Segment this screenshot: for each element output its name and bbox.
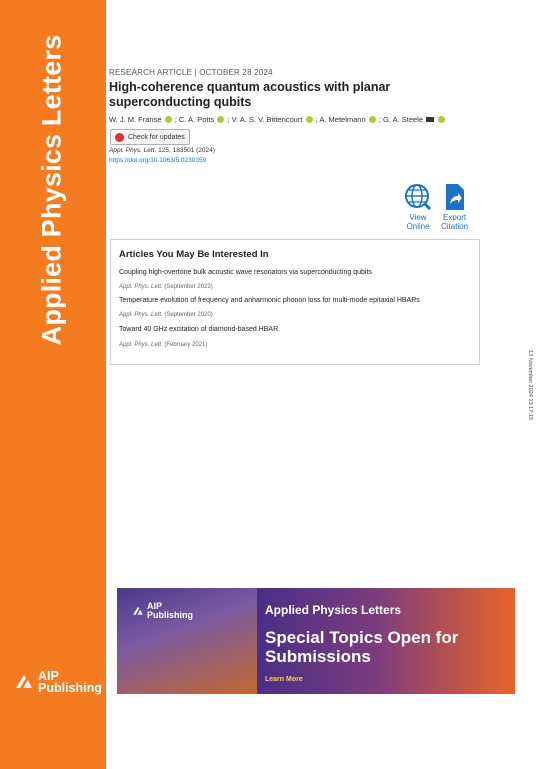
author-list: W. J. M. Franse ; C. A. Potts ; V. A. S. V. Bittencourt ; A. Metelmann ; G. A. Steele	[109, 115, 446, 124]
related-article-meta	[119, 342, 207, 348]
view-label-line2: Online	[406, 222, 430, 231]
view-online-button[interactable]	[404, 183, 432, 231]
banner-aip-logo	[132, 602, 197, 620]
article-title: High-coherence quantum acoustics with planar superconducting qubits	[109, 80, 391, 109]
article-meta: RESEARCH ARTICLE | OCTOBER 28 2024	[109, 68, 273, 77]
globe-icon	[404, 183, 432, 211]
related-date: (September 2023)	[162, 284, 213, 290]
journal-sidebar	[0, 0, 106, 769]
author-name[interactable]: A. Metelmann	[319, 115, 366, 124]
crossmark-icon	[115, 133, 124, 142]
export-label-line1: Export	[443, 213, 467, 222]
citation-details: 125, 183501 (2024)	[156, 147, 215, 154]
aip-logo-icon	[14, 672, 34, 692]
view-label-line1: View	[409, 213, 427, 222]
related-article-meta	[119, 284, 213, 290]
orcid-icon[interactable]	[306, 116, 313, 123]
learn-more-link[interactable]: Learn More	[265, 676, 303, 683]
banner-headline: Special Topics Open for Submissions	[265, 628, 459, 666]
orcid-icon[interactable]	[438, 116, 445, 123]
related-article-link[interactable]: Coupling high-overtone bulk acoustic wave resonators via superconducting qubits	[119, 269, 372, 276]
aip-logo-icon	[132, 605, 144, 617]
email-icon[interactable]	[426, 117, 434, 122]
banner-journal-name: Applied Physics Letters	[265, 603, 402, 617]
export-label-line2: Citation	[441, 222, 469, 231]
journal-title-vertical: Applied Physics Letters	[36, 34, 67, 346]
aip-logo-text: AIP Publishing	[38, 669, 102, 695]
related-articles-heading: Articles You May Be Interested In	[119, 249, 269, 260]
journal-ad-banner[interactable]	[117, 588, 515, 694]
author-name[interactable]: G. A. Steele	[383, 115, 424, 124]
author-name[interactable]: C. A. Potts	[178, 115, 215, 124]
export-citation-button[interactable]	[441, 183, 468, 231]
author-name[interactable]: W. J. M. Franse	[109, 115, 162, 124]
related-journal: Appl. Phys. Lett.	[119, 342, 163, 348]
aip-publishing-logo[interactable]	[14, 670, 102, 694]
export-icon	[443, 183, 467, 211]
citation	[109, 147, 215, 154]
related-journal: Appl. Phys. Lett.	[119, 312, 163, 318]
download-timestamp: 13 November 2024 13:17:13	[527, 350, 533, 420]
orcid-icon[interactable]	[369, 116, 376, 123]
citation-journal: Appl. Phys. Lett.	[109, 147, 157, 154]
related-date: (September 2020)	[162, 312, 213, 318]
related-articles-box	[110, 239, 480, 365]
related-date: (February 2021)	[162, 342, 208, 348]
related-article-meta	[119, 312, 213, 318]
related-article-link[interactable]: Temperature evolution of frequency and anharmonic phonon loss for multi-mode epitaxial HBARs	[119, 297, 420, 304]
banner-logo-text: AIP Publishing	[147, 601, 193, 620]
author-name[interactable]: V. A. S. V. Bittencourt	[231, 115, 303, 124]
check-for-updates-button[interactable]	[110, 129, 190, 145]
related-article-link[interactable]: Toward 40 GHz excitation of diamond-based HBAR	[119, 326, 279, 333]
doi-link[interactable]: https://doi.org/10.1063/5.0230359	[109, 157, 207, 164]
check-for-updates-label: Check for updates	[128, 133, 185, 141]
orcid-icon[interactable]	[165, 116, 172, 123]
orcid-icon[interactable]	[217, 116, 224, 123]
related-journal: Appl. Phys. Lett.	[119, 284, 163, 290]
